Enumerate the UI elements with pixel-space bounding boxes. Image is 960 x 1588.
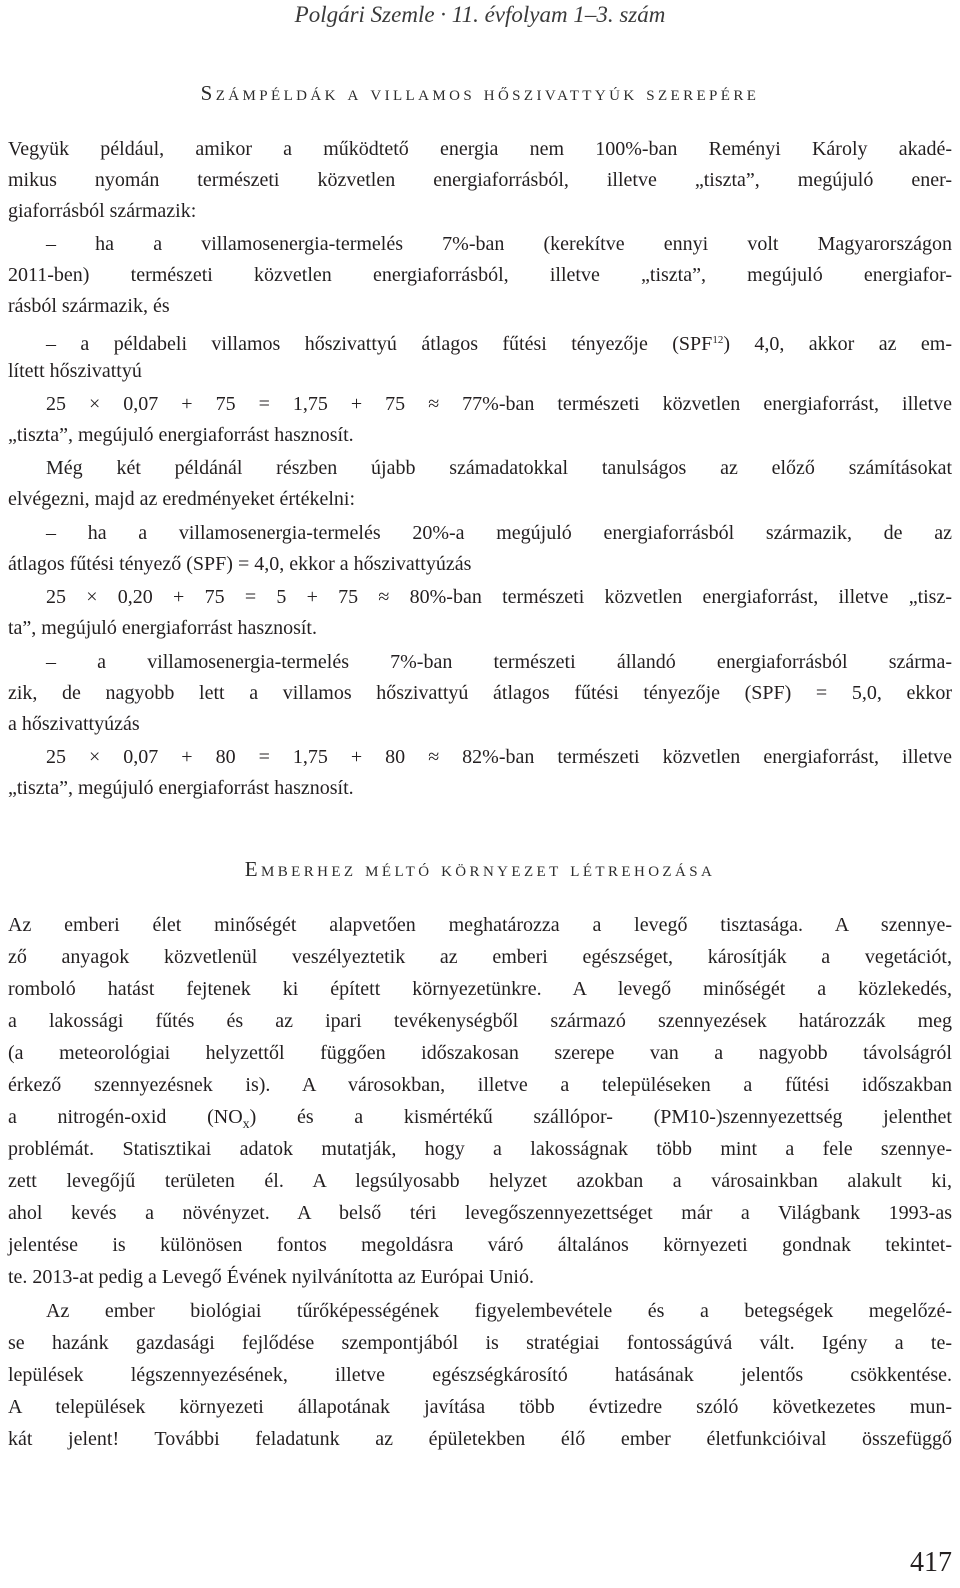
text-line: „tiszta”, megújuló energiaforrást hasznosít. — [8, 424, 354, 446]
paragraph-first-line: Az ember biológiai tűrőképességének figyelembevétele és a betegségek megelőzé- — [46, 1300, 952, 1322]
text-line: ző anyagok közvetlenül veszélyeztetik az emberi egészséget, károsítják a vegetációt, — [8, 946, 952, 968]
running-header: Polgári Szemle · 11. évfolyam 1–3. szám — [294, 2, 666, 27]
text-line: ta”, megújuló energiaforrást hasznosít. — [8, 617, 317, 639]
text-line: A települések környezeti állapotának javítása több évtizedre szóló következetes mun- — [8, 1396, 952, 1418]
text-line: te. 2013-at pedig a Levegő Évének nyilvánította az Európai Unió. — [8, 1266, 534, 1288]
text-line: elvégezni, majd az eredményeket értékelni: — [8, 488, 356, 510]
subscript: x — [242, 1117, 250, 1132]
list-item-line: – a villamosenergia-termelés 7%-ban természeti állandó energiaforrásból szárma- — [46, 651, 952, 673]
section-heading-heat-pumps: Számpéldák a villamos hőszivattyúk szerepére — [200, 81, 760, 105]
formula-line: 25 × 0,07 + 80 = 1,75 + 80 ≈ 82%-ban természeti közvetlen energiaforrást, illetve — [46, 746, 952, 768]
text-line — [8, 1102, 952, 1133]
text-line: romboló hatást fejtenek ki épített környezetünkre. A levegő minőségét a közlekedés, — [8, 978, 952, 1000]
text-line: zik, de nagyobb lett a villamos hőszivattyú átlagos fűtési tényezője (SPF) = 5,0, ekkor — [8, 682, 952, 704]
section-heading-environment: Emberhez méltó környezet létrehozása — [244, 857, 716, 881]
text-line: lepülések légszennyezésének, illetve egészségkárosító hatásának jelentős csökkentése. — [8, 1364, 952, 1386]
text-line: (a meteorológiai helyzettől függően időszakosan szerepe van a nagyobb távolságról — [8, 1042, 952, 1064]
text-segment: ) 4,0, akkor az em- — [723, 333, 953, 355]
text-segment: a nitrogén-oxid (NO — [8, 1106, 243, 1128]
footnote-ref: 12 — [712, 334, 724, 346]
paragraph-first-line: Még két példánál részben újabb számadatokkal tanulságos az előző számításokat — [46, 457, 952, 479]
list-item-line: – ha a villamosenergia-termelés 20%-a megújuló energiaforrásból származik, de az — [46, 522, 952, 544]
text-line: „tiszta”, megújuló energiaforrást hasznosít. — [8, 777, 354, 799]
text-line: ahol kevés a növényzet. A belső téri levegőszennyezettséget már a Világbank 1993-as — [8, 1202, 952, 1224]
text-line: 2011-ben) természeti közvetlen energiaforrásból, illetve „tiszta”, megújuló energiafor- — [8, 264, 952, 286]
text-line: jelentése is különösen fontos megoldásra váró általános környezeti gondnak tekintet- — [8, 1234, 952, 1256]
text-line: se hazánk gazdasági fejlődése szempontjából is stratégiai fontosságúvá vált. Igény a te- — [8, 1332, 952, 1354]
page-number: 417 — [910, 1547, 952, 1578]
text-line: Az emberi élet minőségét alapvetően meghatározza a levegő tisztasága. A szennye- — [8, 914, 952, 936]
text-line: a hőszivattyúzás — [8, 713, 140, 735]
text-segment: ) és a kismértékű szállópor- (PM10-)szennyezettség jelenthet — [249, 1106, 952, 1128]
formula-line: 25 × 0,20 + 75 = 5 + 75 ≈ 80%-ban természeti közvetlen energiaforrást, illetve „tisz- — [46, 586, 952, 608]
text-line: giaforrásból származik: — [8, 200, 197, 222]
text-line: problémát. Statisztikai adatok mutatják, hogy a lakosságnak több mint a fele szennye- — [8, 1138, 952, 1160]
text-line: zett levegőjű területen él. A legsúlyosabb helyzet azokban a városainkban alakult ki, — [8, 1170, 952, 1192]
text-line: rásból származik, és — [8, 295, 170, 317]
text-line: a lakossági fűtés és az ipari tevékenységből származó szennyezések határozzák meg — [8, 1010, 952, 1032]
text-line: érkező szennyezésnek is). A városokban, illetve a településeken a fűtési időszakban — [8, 1074, 952, 1096]
text-line: mikus nyomán természeti közvetlen energiaforrásból, illetve „tiszta”, megújuló ener- — [8, 169, 952, 191]
formula-line: 25 × 0,07 + 75 = 1,75 + 75 ≈ 77%-ban természeti közvetlen energiaforrást, illetve — [46, 393, 952, 415]
text-line: lített hőszivattyú — [8, 360, 142, 382]
list-item-line — [46, 325, 952, 356]
text-line: Vegyük például, amikor a működtető energia nem 100%-ban Reményi Károly akadé- — [8, 138, 952, 160]
text-line: kát jelent! További feladatunk az épületekben élő ember életfunkcióival összefüggő — [8, 1428, 952, 1450]
text-line: átlagos fűtési tényező (SPF) = 4,0, ekkor a hőszivattyúzás — [8, 553, 472, 575]
text-segment: – a példabeli villamos hőszivattyú átlagos fűtési tényezője (SPF — [46, 333, 713, 355]
list-item-line: – ha a villamosenergia-termelés 7%-ban (kerekítve ennyi volt Magyarországon — [46, 233, 952, 255]
